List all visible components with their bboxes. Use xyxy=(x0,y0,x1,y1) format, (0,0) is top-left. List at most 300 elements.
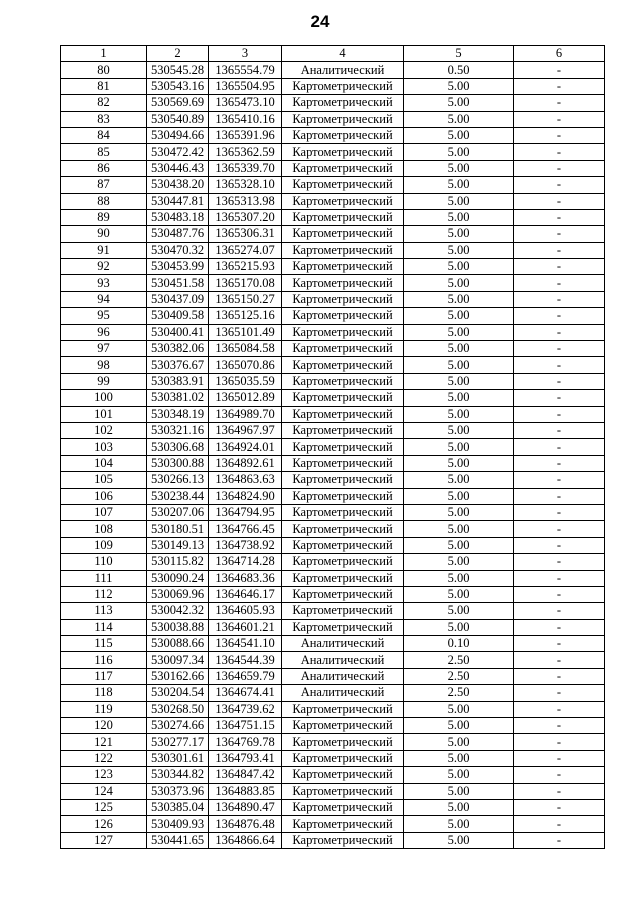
x-coordinate-cell: 530470.32 xyxy=(147,242,209,258)
x-coordinate-cell: 530409.93 xyxy=(147,816,209,832)
y-coordinate-cell: 1364766.45 xyxy=(209,521,282,537)
x-coordinate-cell: 530437.09 xyxy=(147,291,209,307)
method-cell: Аналитический xyxy=(282,652,404,668)
note-cell: - xyxy=(514,373,605,389)
x-coordinate-cell: 530149.13 xyxy=(147,537,209,553)
note-cell: - xyxy=(514,701,605,717)
note-cell: - xyxy=(514,291,605,307)
note-cell: - xyxy=(514,357,605,373)
accuracy-cell: 5.00 xyxy=(404,750,514,766)
point-number-cell: 85 xyxy=(61,144,147,160)
method-cell: Картометрический xyxy=(282,455,404,471)
note-cell: - xyxy=(514,275,605,291)
accuracy-cell: 2.50 xyxy=(404,668,514,684)
table-row xyxy=(61,799,605,815)
page-number: 24 xyxy=(310,12,330,31)
table-row xyxy=(61,636,605,652)
x-coordinate-cell: 530097.34 xyxy=(147,652,209,668)
method-cell: Картометрический xyxy=(282,308,404,324)
method-cell: Картометрический xyxy=(282,95,404,111)
note-cell: - xyxy=(514,422,605,438)
point-number-cell: 125 xyxy=(61,799,147,815)
point-number-cell: 112 xyxy=(61,586,147,602)
point-number-cell: 106 xyxy=(61,488,147,504)
y-coordinate-cell: 1364738.92 xyxy=(209,537,282,553)
x-coordinate-cell: 530446.43 xyxy=(147,160,209,176)
y-coordinate-cell: 1365125.16 xyxy=(209,308,282,324)
point-number-cell: 119 xyxy=(61,701,147,717)
accuracy-cell: 5.00 xyxy=(404,767,514,783)
accuracy-cell: 5.00 xyxy=(404,472,514,488)
method-cell: Картометрический xyxy=(282,816,404,832)
x-coordinate-cell: 530543.16 xyxy=(147,78,209,94)
method-cell: Картометрический xyxy=(282,341,404,357)
point-number-cell: 96 xyxy=(61,324,147,340)
point-number-cell: 118 xyxy=(61,685,147,701)
note-cell: - xyxy=(514,95,605,111)
accuracy-cell: 5.00 xyxy=(404,586,514,602)
x-coordinate-cell: 530400.41 xyxy=(147,324,209,340)
method-cell: Картометрический xyxy=(282,570,404,586)
table-row xyxy=(61,718,605,734)
accuracy-cell: 5.00 xyxy=(404,226,514,242)
method-cell: Картометрический xyxy=(282,422,404,438)
method-cell: Картометрический xyxy=(282,718,404,734)
table-row xyxy=(61,521,605,537)
y-coordinate-cell: 1364769.78 xyxy=(209,734,282,750)
note-cell: - xyxy=(514,209,605,225)
note-cell: - xyxy=(514,619,605,635)
point-number-cell: 92 xyxy=(61,259,147,275)
note-cell: - xyxy=(514,160,605,176)
point-number-cell: 99 xyxy=(61,373,147,389)
table-row xyxy=(61,701,605,717)
point-number-cell: 90 xyxy=(61,226,147,242)
accuracy-cell: 5.00 xyxy=(404,783,514,799)
method-cell: Картометрический xyxy=(282,357,404,373)
method-cell: Картометрический xyxy=(282,177,404,193)
table-row xyxy=(61,390,605,406)
method-cell: Картометрический xyxy=(282,193,404,209)
table-row xyxy=(61,668,605,684)
method-cell: Картометрический xyxy=(282,619,404,635)
point-number-cell: 110 xyxy=(61,554,147,570)
method-cell: Картометрический xyxy=(282,799,404,815)
method-cell: Картометрический xyxy=(282,160,404,176)
point-number-cell: 101 xyxy=(61,406,147,422)
point-number-cell: 82 xyxy=(61,95,147,111)
y-coordinate-cell: 1365070.86 xyxy=(209,357,282,373)
method-cell: Картометрический xyxy=(282,144,404,160)
table-row xyxy=(61,95,605,111)
point-number-cell: 83 xyxy=(61,111,147,127)
y-coordinate-cell: 1364847.42 xyxy=(209,767,282,783)
table-row xyxy=(61,750,605,766)
note-cell: - xyxy=(514,668,605,684)
table-row xyxy=(61,275,605,291)
x-coordinate-cell: 530038.88 xyxy=(147,619,209,635)
point-number-cell: 80 xyxy=(61,62,147,78)
y-coordinate-cell: 1364683.36 xyxy=(209,570,282,586)
point-number-cell: 97 xyxy=(61,341,147,357)
accuracy-cell: 5.00 xyxy=(404,799,514,815)
y-coordinate-cell: 1365328.10 xyxy=(209,177,282,193)
y-coordinate-cell: 1364659.79 xyxy=(209,668,282,684)
table-row xyxy=(61,324,605,340)
y-coordinate-cell: 1365215.93 xyxy=(209,259,282,275)
y-coordinate-cell: 1365084.58 xyxy=(209,341,282,357)
method-cell: Картометрический xyxy=(282,832,404,848)
note-cell: - xyxy=(514,570,605,586)
accuracy-cell: 5.00 xyxy=(404,832,514,848)
note-cell: - xyxy=(514,783,605,799)
table-row xyxy=(61,226,605,242)
table-row xyxy=(61,259,605,275)
y-coordinate-cell: 1365035.59 xyxy=(209,373,282,389)
column-header-2: 2 xyxy=(147,46,209,62)
accuracy-cell: 2.50 xyxy=(404,652,514,668)
method-cell: Аналитический xyxy=(282,685,404,701)
method-cell: Картометрический xyxy=(282,554,404,570)
y-coordinate-cell: 1365306.31 xyxy=(209,226,282,242)
point-number-cell: 81 xyxy=(61,78,147,94)
x-coordinate-cell: 530447.81 xyxy=(147,193,209,209)
y-coordinate-cell: 1364646.17 xyxy=(209,586,282,602)
note-cell: - xyxy=(514,554,605,570)
note-cell: - xyxy=(514,439,605,455)
table-row xyxy=(61,816,605,832)
accuracy-cell: 5.00 xyxy=(404,95,514,111)
accuracy-cell: 5.00 xyxy=(404,504,514,520)
accuracy-cell: 5.00 xyxy=(404,619,514,635)
coordinates-table xyxy=(60,45,605,849)
method-cell: Картометрический xyxy=(282,750,404,766)
table-row xyxy=(61,767,605,783)
y-coordinate-cell: 1364544.39 xyxy=(209,652,282,668)
accuracy-cell: 5.00 xyxy=(404,570,514,586)
point-number-cell: 121 xyxy=(61,734,147,750)
method-cell: Картометрический xyxy=(282,504,404,520)
accuracy-cell: 5.00 xyxy=(404,701,514,717)
x-coordinate-cell: 530441.65 xyxy=(147,832,209,848)
y-coordinate-cell: 1364794.95 xyxy=(209,504,282,520)
method-cell: Картометрический xyxy=(282,537,404,553)
accuracy-cell: 5.00 xyxy=(404,406,514,422)
y-coordinate-cell: 1365012.89 xyxy=(209,390,282,406)
table-row xyxy=(61,373,605,389)
x-coordinate-cell: 530383.91 xyxy=(147,373,209,389)
y-coordinate-cell: 1365101.49 xyxy=(209,324,282,340)
note-cell: - xyxy=(514,226,605,242)
table-row xyxy=(61,193,605,209)
table-row xyxy=(61,357,605,373)
y-coordinate-cell: 1364890.47 xyxy=(209,799,282,815)
y-coordinate-cell: 1364892.61 xyxy=(209,455,282,471)
point-number-cell: 95 xyxy=(61,308,147,324)
accuracy-cell: 5.00 xyxy=(404,422,514,438)
table-row xyxy=(61,488,605,504)
table-row xyxy=(61,455,605,471)
x-coordinate-cell: 530451.58 xyxy=(147,275,209,291)
x-coordinate-cell: 530162.66 xyxy=(147,668,209,684)
accuracy-cell: 5.00 xyxy=(404,439,514,455)
x-coordinate-cell: 530569.69 xyxy=(147,95,209,111)
table-row xyxy=(61,504,605,520)
x-coordinate-cell: 530321.16 xyxy=(147,422,209,438)
point-number-cell: 93 xyxy=(61,275,147,291)
point-number-cell: 114 xyxy=(61,619,147,635)
accuracy-cell: 5.00 xyxy=(404,357,514,373)
x-coordinate-cell: 530300.88 xyxy=(147,455,209,471)
point-number-cell: 87 xyxy=(61,177,147,193)
y-coordinate-cell: 1365391.96 xyxy=(209,127,282,143)
x-coordinate-cell: 530483.18 xyxy=(147,209,209,225)
header-row xyxy=(61,46,605,62)
method-cell: Картометрический xyxy=(282,111,404,127)
method-cell: Аналитический xyxy=(282,636,404,652)
point-number-cell: 91 xyxy=(61,242,147,258)
y-coordinate-cell: 1364714.28 xyxy=(209,554,282,570)
table-row xyxy=(61,291,605,307)
note-cell: - xyxy=(514,390,605,406)
y-coordinate-cell: 1364793.41 xyxy=(209,750,282,766)
y-coordinate-cell: 1365170.08 xyxy=(209,275,282,291)
accuracy-cell: 5.00 xyxy=(404,455,514,471)
y-coordinate-cell: 1364866.64 xyxy=(209,832,282,848)
y-coordinate-cell: 1364989.70 xyxy=(209,406,282,422)
y-coordinate-cell: 1364967.97 xyxy=(209,422,282,438)
method-cell: Картометрический xyxy=(282,373,404,389)
method-cell: Картометрический xyxy=(282,586,404,602)
method-cell: Картометрический xyxy=(282,488,404,504)
table-row xyxy=(61,832,605,848)
point-number-cell: 120 xyxy=(61,718,147,734)
table-row xyxy=(61,308,605,324)
note-cell: - xyxy=(514,111,605,127)
accuracy-cell: 5.00 xyxy=(404,734,514,750)
accuracy-cell: 5.00 xyxy=(404,160,514,176)
y-coordinate-cell: 1365554.79 xyxy=(209,62,282,78)
point-number-cell: 84 xyxy=(61,127,147,143)
method-cell: Картометрический xyxy=(282,127,404,143)
y-coordinate-cell: 1365274.07 xyxy=(209,242,282,258)
point-number-cell: 102 xyxy=(61,422,147,438)
x-coordinate-cell: 530540.89 xyxy=(147,111,209,127)
note-cell: - xyxy=(514,816,605,832)
y-coordinate-cell: 1364751.15 xyxy=(209,718,282,734)
note-cell: - xyxy=(514,586,605,602)
x-coordinate-cell: 530274.66 xyxy=(147,718,209,734)
column-header-3: 3 xyxy=(209,46,282,62)
table-row xyxy=(61,570,605,586)
accuracy-cell: 5.00 xyxy=(404,127,514,143)
point-number-cell: 107 xyxy=(61,504,147,520)
x-coordinate-cell: 530301.61 xyxy=(147,750,209,766)
x-coordinate-cell: 530306.68 xyxy=(147,439,209,455)
y-coordinate-cell: 1365313.98 xyxy=(209,193,282,209)
x-coordinate-cell: 530385.04 xyxy=(147,799,209,815)
note-cell: - xyxy=(514,62,605,78)
method-cell: Картометрический xyxy=(282,734,404,750)
note-cell: - xyxy=(514,799,605,815)
table-row xyxy=(61,242,605,258)
method-cell: Картометрический xyxy=(282,226,404,242)
y-coordinate-cell: 1364924.01 xyxy=(209,439,282,455)
table-row xyxy=(61,406,605,422)
table-row xyxy=(61,554,605,570)
accuracy-cell: 5.00 xyxy=(404,373,514,389)
note-cell: - xyxy=(514,144,605,160)
accuracy-cell: 5.00 xyxy=(404,275,514,291)
x-coordinate-cell: 530545.28 xyxy=(147,62,209,78)
point-number-cell: 86 xyxy=(61,160,147,176)
point-number-cell: 113 xyxy=(61,603,147,619)
note-cell: - xyxy=(514,78,605,94)
method-cell: Картометрический xyxy=(282,242,404,258)
y-coordinate-cell: 1364883.85 xyxy=(209,783,282,799)
table-row xyxy=(61,127,605,143)
note-cell: - xyxy=(514,341,605,357)
note-cell: - xyxy=(514,718,605,734)
note-cell: - xyxy=(514,177,605,193)
method-cell: Картометрический xyxy=(282,259,404,275)
note-cell: - xyxy=(514,750,605,766)
x-coordinate-cell: 530115.82 xyxy=(147,554,209,570)
method-cell: Картометрический xyxy=(282,783,404,799)
accuracy-cell: 5.00 xyxy=(404,259,514,275)
accuracy-cell: 0.50 xyxy=(404,62,514,78)
method-cell: Картометрический xyxy=(282,439,404,455)
table-row xyxy=(61,783,605,799)
column-header-1: 1 xyxy=(61,46,147,62)
accuracy-cell: 5.00 xyxy=(404,324,514,340)
point-number-cell: 103 xyxy=(61,439,147,455)
point-number-cell: 94 xyxy=(61,291,147,307)
table-row xyxy=(61,734,605,750)
table-row xyxy=(61,603,605,619)
accuracy-cell: 5.00 xyxy=(404,341,514,357)
note-cell: - xyxy=(514,488,605,504)
method-cell: Аналитический xyxy=(282,62,404,78)
x-coordinate-cell: 530069.96 xyxy=(147,586,209,602)
table-row xyxy=(61,537,605,553)
note-cell: - xyxy=(514,832,605,848)
note-cell: - xyxy=(514,685,605,701)
note-cell: - xyxy=(514,537,605,553)
note-cell: - xyxy=(514,504,605,520)
column-header-4: 4 xyxy=(282,46,404,62)
note-cell: - xyxy=(514,521,605,537)
note-cell: - xyxy=(514,472,605,488)
table-row xyxy=(61,160,605,176)
point-number-cell: 89 xyxy=(61,209,147,225)
y-coordinate-cell: 1365150.27 xyxy=(209,291,282,307)
point-number-cell: 117 xyxy=(61,668,147,684)
method-cell: Картометрический xyxy=(282,324,404,340)
note-cell: - xyxy=(514,603,605,619)
x-coordinate-cell: 530487.76 xyxy=(147,226,209,242)
y-coordinate-cell: 1364876.48 xyxy=(209,816,282,832)
x-coordinate-cell: 530472.42 xyxy=(147,144,209,160)
accuracy-cell: 5.00 xyxy=(404,111,514,127)
point-number-cell: 104 xyxy=(61,455,147,471)
x-coordinate-cell: 530204.54 xyxy=(147,685,209,701)
table-row xyxy=(61,111,605,127)
x-coordinate-cell: 530268.50 xyxy=(147,701,209,717)
y-coordinate-cell: 1365307.20 xyxy=(209,209,282,225)
x-coordinate-cell: 530180.51 xyxy=(147,521,209,537)
y-coordinate-cell: 1364601.21 xyxy=(209,619,282,635)
accuracy-cell: 5.00 xyxy=(404,193,514,209)
accuracy-cell: 5.00 xyxy=(404,816,514,832)
column-header-5: 5 xyxy=(404,46,514,62)
table-row xyxy=(61,144,605,160)
x-coordinate-cell: 530373.96 xyxy=(147,783,209,799)
table-row xyxy=(61,341,605,357)
accuracy-cell: 5.00 xyxy=(404,554,514,570)
accuracy-cell: 0.10 xyxy=(404,636,514,652)
x-coordinate-cell: 530090.24 xyxy=(147,570,209,586)
table-row xyxy=(61,685,605,701)
y-coordinate-cell: 1364541.10 xyxy=(209,636,282,652)
method-cell: Картометрический xyxy=(282,291,404,307)
note-cell: - xyxy=(514,652,605,668)
note-cell: - xyxy=(514,259,605,275)
x-coordinate-cell: 530207.06 xyxy=(147,504,209,520)
accuracy-cell: 5.00 xyxy=(404,718,514,734)
method-cell: Картометрический xyxy=(282,767,404,783)
table-row xyxy=(61,472,605,488)
accuracy-cell: 5.00 xyxy=(404,488,514,504)
table-row xyxy=(61,62,605,78)
note-cell: - xyxy=(514,324,605,340)
table-row xyxy=(61,209,605,225)
method-cell: Картометрический xyxy=(282,209,404,225)
y-coordinate-cell: 1365473.10 xyxy=(209,95,282,111)
accuracy-cell: 2.50 xyxy=(404,685,514,701)
x-coordinate-cell: 530382.06 xyxy=(147,341,209,357)
x-coordinate-cell: 530344.82 xyxy=(147,767,209,783)
point-number-cell: 122 xyxy=(61,750,147,766)
y-coordinate-cell: 1364863.63 xyxy=(209,472,282,488)
point-number-cell: 100 xyxy=(61,390,147,406)
method-cell: Картометрический xyxy=(282,701,404,717)
x-coordinate-cell: 530348.19 xyxy=(147,406,209,422)
point-number-cell: 123 xyxy=(61,767,147,783)
point-number-cell: 115 xyxy=(61,636,147,652)
x-coordinate-cell: 530277.17 xyxy=(147,734,209,750)
x-coordinate-cell: 530088.66 xyxy=(147,636,209,652)
y-coordinate-cell: 1364739.62 xyxy=(209,701,282,717)
table-row xyxy=(61,177,605,193)
y-coordinate-cell: 1364674.41 xyxy=(209,685,282,701)
note-cell: - xyxy=(514,406,605,422)
x-coordinate-cell: 530409.58 xyxy=(147,308,209,324)
column-header-6: 6 xyxy=(514,46,605,62)
note-cell: - xyxy=(514,734,605,750)
point-number-cell: 127 xyxy=(61,832,147,848)
x-coordinate-cell: 530042.32 xyxy=(147,603,209,619)
accuracy-cell: 5.00 xyxy=(404,308,514,324)
point-number-cell: 88 xyxy=(61,193,147,209)
table-row xyxy=(61,422,605,438)
x-coordinate-cell: 530494.66 xyxy=(147,127,209,143)
table-header xyxy=(61,46,605,62)
table-row xyxy=(61,619,605,635)
point-number-cell: 109 xyxy=(61,537,147,553)
accuracy-cell: 5.00 xyxy=(404,209,514,225)
method-cell: Картометрический xyxy=(282,472,404,488)
